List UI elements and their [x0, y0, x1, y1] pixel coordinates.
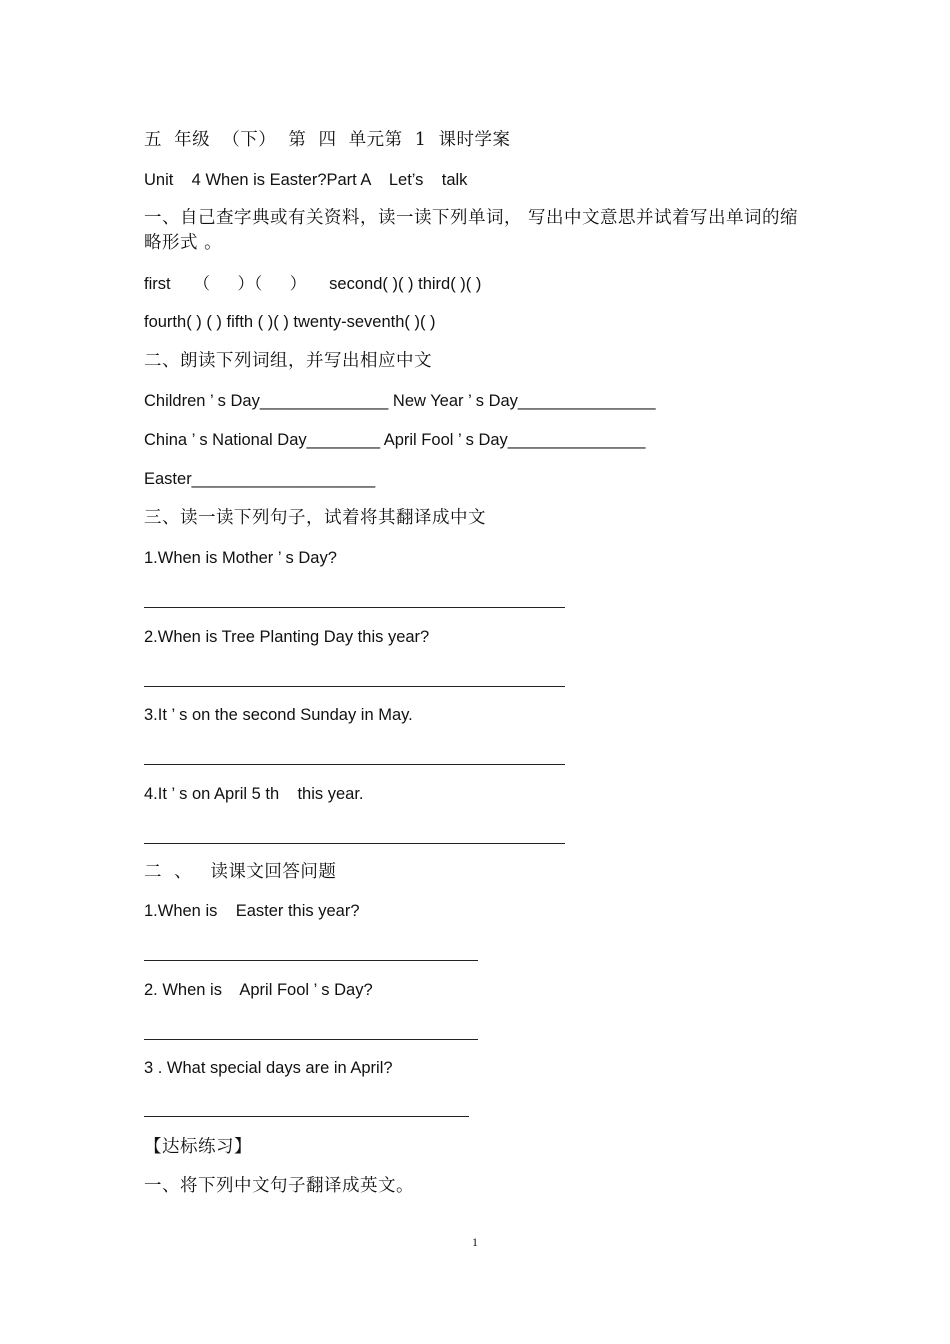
section-2-row-2: China ’ s National Day________ April Fool ’ s Day_______________ [144, 431, 646, 449]
section-1-heading: 一、自己查字典或有关资料，读一读下列单词， 写出中文意思并试着写出单词的缩略形式 。 [144, 208, 799, 253]
answer-line [144, 1116, 469, 1117]
section-1-row-1: first （ ）（ ） second( )( ) third( )( ) [144, 275, 482, 293]
section-1-row-2: fourth( ) ( ) fifth ( )( ) twenty-seventh( )( ) [144, 313, 436, 331]
answer-line [144, 960, 478, 961]
answer-line [144, 686, 565, 687]
section-3-heading: 三、读一读下列句子，试着将其翻译成中文 [144, 508, 486, 528]
section-3-question-2: 2.When is Tree Planting Day this year? [144, 628, 430, 646]
section-4-question-3: 3 . What special days are in April? [144, 1059, 393, 1077]
page-title: 五 年级 （下） 第 四 单元第 1 课时学案 [144, 130, 511, 150]
practice-subheading: 一、将下列中文句子翻译成英文。 [144, 1176, 414, 1196]
section-3-question-3: 3.It ’ s on the second Sunday in May. [144, 706, 413, 724]
answer-line [144, 1039, 478, 1040]
section-3-question-4: 4.It ’ s on April 5 th this year. [144, 785, 364, 803]
unit-line: Unit 4 When is Easter?Part A Let’s talk [144, 171, 468, 189]
answer-line [144, 764, 565, 765]
section-3-question-1: 1.When is Mother ’ s Day? [144, 549, 337, 567]
practice-heading: 【达标练习】 [144, 1137, 252, 1157]
answer-line [144, 843, 565, 844]
section-2-heading: 二、朗读下列词组，并写出相应中文 [144, 351, 432, 371]
section-4-question-2: 2. When is April Fool ’ s Day? [144, 981, 373, 999]
section-2-row-3: Easter____________________ [144, 470, 376, 488]
section-4-question-1: 1.When is Easter this year? [144, 902, 360, 920]
page-number: 1 [472, 1235, 478, 1249]
answer-line [144, 607, 565, 608]
section-2-row-1: Children ’ s Day______________ New Year ’ s Day_______________ [144, 392, 656, 410]
section-4-heading: 二 、 读课文回答问题 [144, 862, 337, 882]
